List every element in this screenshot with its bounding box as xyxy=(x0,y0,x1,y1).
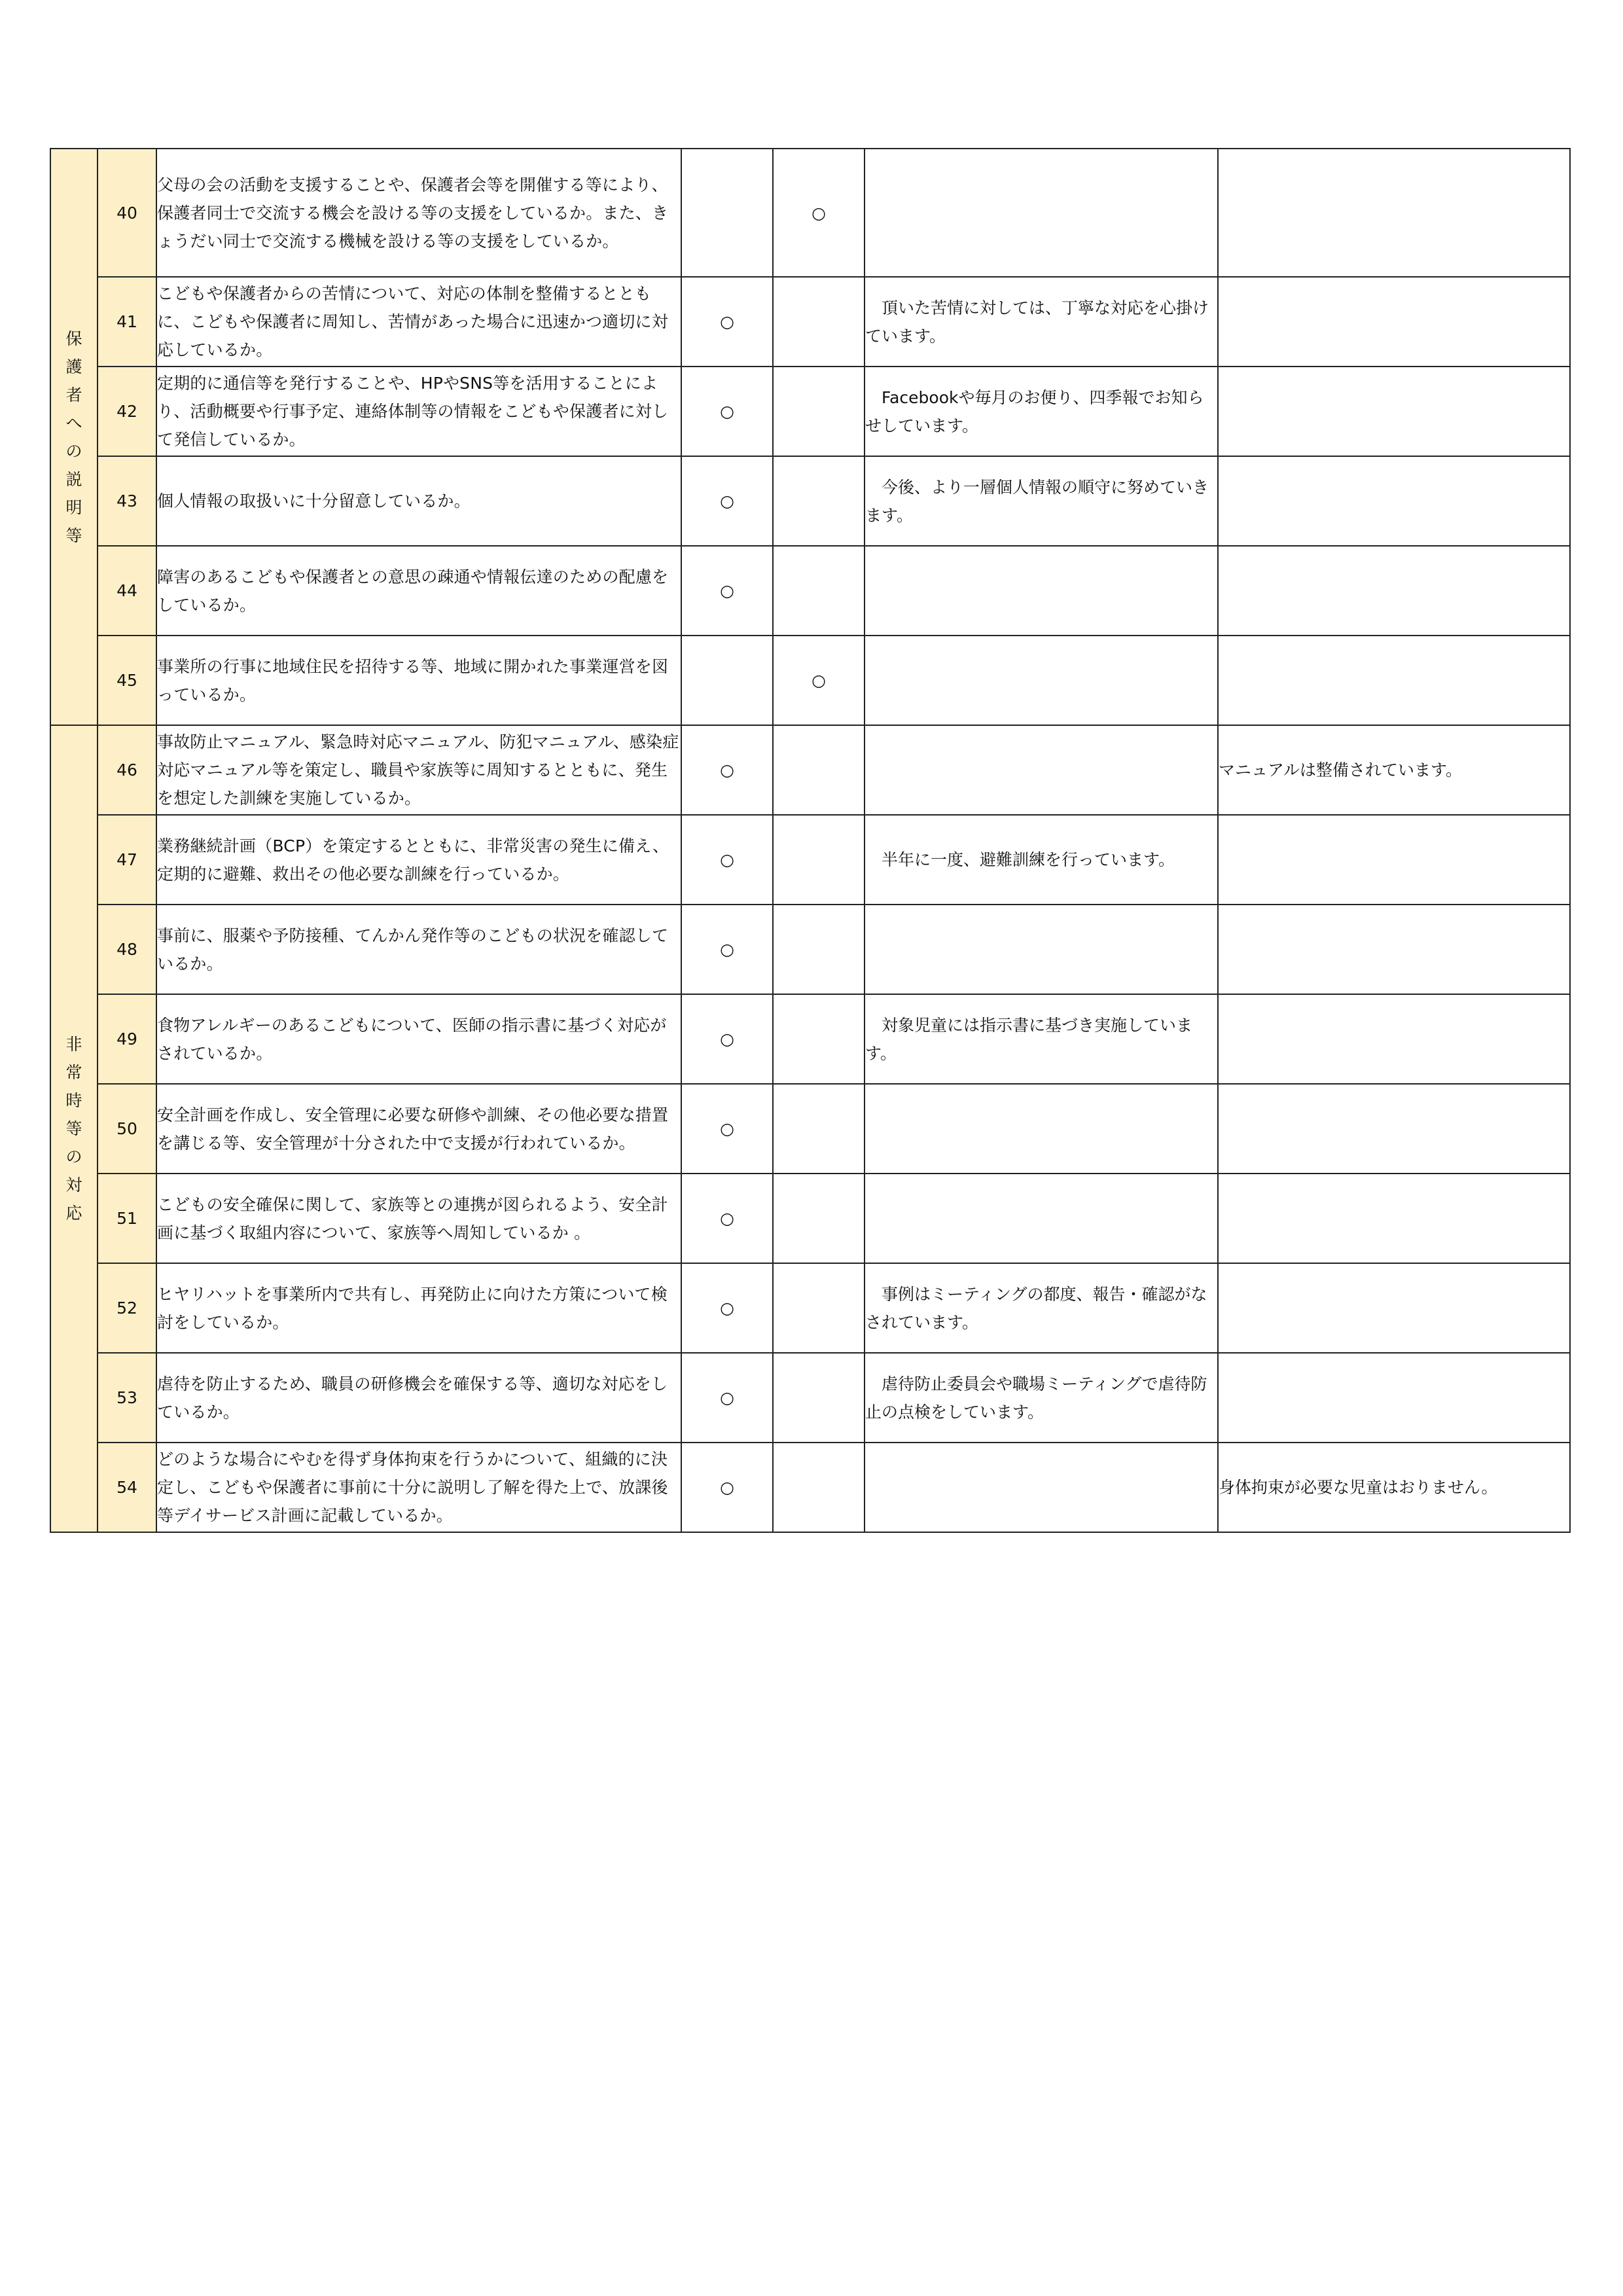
yes-mark xyxy=(681,149,773,277)
improvement-note xyxy=(865,905,1218,994)
remarks-note: マニュアルは整備されています。 xyxy=(1218,725,1570,815)
item-number: 51 xyxy=(98,1174,156,1263)
table-row xyxy=(50,1353,1570,1443)
no-mark xyxy=(773,546,865,636)
yes-mark: ○ xyxy=(681,1084,773,1174)
yes-mark: ○ xyxy=(681,994,773,1084)
improvement-note xyxy=(865,725,1218,815)
improvement-note xyxy=(865,1443,1218,1532)
item-number: 52 xyxy=(98,1263,156,1353)
improvement-note: 半年に一度、避難訓練を行っています。 xyxy=(865,815,1218,905)
item-question: 障害のあるこどもや保護者との意思の疎通や情報伝達のための配慮をしているか。 xyxy=(156,546,681,636)
yes-mark: ○ xyxy=(681,725,773,815)
improvement-note: 頂いた苦情に対しては、丁寧な対応を心掛けています。 xyxy=(865,277,1218,367)
yes-mark: ○ xyxy=(681,1353,773,1443)
improvement-note xyxy=(865,149,1218,277)
remarks-note xyxy=(1218,277,1570,367)
item-number: 45 xyxy=(98,636,156,725)
category-cell-emergency-response xyxy=(50,725,98,1532)
table-row xyxy=(50,636,1570,725)
improvement-note: 虐待防止委員会や職場ミーティングで虐待防止の点検をしています。 xyxy=(865,1353,1218,1443)
category-label: 保 護 者 へ の 説 明 等 xyxy=(65,329,82,545)
no-mark xyxy=(773,1263,865,1353)
remarks-note xyxy=(1218,1084,1570,1174)
table-row xyxy=(50,1443,1570,1532)
table-row xyxy=(50,1084,1570,1174)
remarks-note xyxy=(1218,1353,1570,1443)
item-question: 父母の会の活動を支援することや、保護者会等を開催する等により、保護者同士で交流する機会を設ける等の支援をしているか。また、きょうだい同士で交流する機械を設ける等の支援をしているか。 xyxy=(156,149,681,277)
remarks-note xyxy=(1218,456,1570,546)
no-mark xyxy=(773,1084,865,1174)
item-number: 54 xyxy=(98,1443,156,1532)
remarks-note xyxy=(1218,546,1570,636)
improvement-note xyxy=(865,1174,1218,1263)
remarks-note: 身体拘束が必要な児童はおりません。 xyxy=(1218,1443,1570,1532)
yes-mark: ○ xyxy=(681,1174,773,1263)
remarks-note xyxy=(1218,1174,1570,1263)
no-mark xyxy=(773,815,865,905)
table-row xyxy=(50,815,1570,905)
improvement-note: Facebookや毎月のお便り、四季報でお知らせしています。 xyxy=(865,367,1218,456)
category-cell-guardian-explanation xyxy=(50,149,98,725)
remarks-note xyxy=(1218,815,1570,905)
improvement-note: 今後、より一層個人情報の順守に努めていきます。 xyxy=(865,456,1218,546)
remarks-note xyxy=(1218,994,1570,1084)
improvement-note xyxy=(865,1084,1218,1174)
item-question: 定期的に通信等を発行することや、HPやSNS等を活用することにより、活動概要や行事予定、連絡体制等の情報をこどもや保護者に対して発信しているか。 xyxy=(156,367,681,456)
item-number: 48 xyxy=(98,905,156,994)
item-number: 40 xyxy=(98,149,156,277)
item-question: 虐待を防止するため、職員の研修機会を確保する等、適切な対応をしているか。 xyxy=(156,1353,681,1443)
item-question: 個人情報の取扱いに十分留意しているか。 xyxy=(156,456,681,546)
table-row xyxy=(50,725,1570,815)
item-question: ヒヤリハットを事業所内で共有し、再発防止に向けた方策について検討をしているか。 xyxy=(156,1263,681,1353)
yes-mark xyxy=(681,636,773,725)
no-mark xyxy=(773,367,865,456)
no-mark xyxy=(773,994,865,1084)
yes-mark: ○ xyxy=(681,546,773,636)
item-question: こどもの安全確保に関して、家族等との連携が図られるよう、安全計画に基づく取組内容について、家族等へ周知しているか 。 xyxy=(156,1174,681,1263)
yes-mark: ○ xyxy=(681,456,773,546)
table-row xyxy=(50,994,1570,1084)
no-mark xyxy=(773,1174,865,1263)
remarks-note xyxy=(1218,367,1570,456)
no-mark xyxy=(773,905,865,994)
table-row xyxy=(50,546,1570,636)
no-mark xyxy=(773,277,865,367)
table-row xyxy=(50,905,1570,994)
yes-mark: ○ xyxy=(681,905,773,994)
item-number: 44 xyxy=(98,546,156,636)
improvement-note: 対象児童には指示書に基づき実施しています。 xyxy=(865,994,1218,1084)
item-number: 49 xyxy=(98,994,156,1084)
item-number: 43 xyxy=(98,456,156,546)
item-question: 事業所の行事に地域住民を招待する等、地域に開かれた事業運営を図っているか。 xyxy=(156,636,681,725)
table-row xyxy=(50,1263,1570,1353)
yes-mark: ○ xyxy=(681,815,773,905)
table-row xyxy=(50,1174,1570,1263)
no-mark: ○ xyxy=(773,149,865,277)
item-number: 50 xyxy=(98,1084,156,1174)
item-question: こどもや保護者からの苦情について、対応の体制を整備するとともに、こどもや保護者に周知し、苦情があった場合に迅速かつ適切に対応しているか。 xyxy=(156,277,681,367)
item-question: 食物アレルギーのあるこどもについて、医師の指示書に基づく対応がされているか。 xyxy=(156,994,681,1084)
item-number: 47 xyxy=(98,815,156,905)
remarks-note xyxy=(1218,149,1570,277)
evaluation-table xyxy=(50,148,1571,1533)
category-label: 非 常 時 等 の 対 応 xyxy=(65,1035,82,1223)
no-mark xyxy=(773,456,865,546)
item-question: 安全計画を作成し、安全管理に必要な研修や訓練、その他必要な措置を講じる等、安全管理が十分された中で支援が行われているか。 xyxy=(156,1084,681,1174)
yes-mark: ○ xyxy=(681,277,773,367)
no-mark: ○ xyxy=(773,636,865,725)
table-row xyxy=(50,367,1570,456)
item-question: どのような場合にやむを得ず身体拘束を行うかについて、組織的に決定し、こどもや保護者に事前に十分に説明し了解を得た上で、放課後等デイサービス計画に記載しているか。 xyxy=(156,1443,681,1532)
remarks-note xyxy=(1218,636,1570,725)
item-question: 事前に、服薬や予防接種、てんかん発作等のこどもの状況を確認しているか。 xyxy=(156,905,681,994)
yes-mark: ○ xyxy=(681,1263,773,1353)
item-number: 46 xyxy=(98,725,156,815)
item-number: 41 xyxy=(98,277,156,367)
remarks-note xyxy=(1218,1263,1570,1353)
improvement-note xyxy=(865,636,1218,725)
table-row xyxy=(50,149,1570,277)
no-mark xyxy=(773,1443,865,1532)
improvement-note: 事例はミーティングの都度、報告・確認がなされています。 xyxy=(865,1263,1218,1353)
item-number: 42 xyxy=(98,367,156,456)
no-mark xyxy=(773,725,865,815)
no-mark xyxy=(773,1353,865,1443)
remarks-note xyxy=(1218,905,1570,994)
improvement-note xyxy=(865,546,1218,636)
item-number: 53 xyxy=(98,1353,156,1443)
item-question: 事故防止マニュアル、緊急時対応マニュアル、防犯マニュアル、感染症対応マニュアル等を策定し、職員や家族等に周知するとともに、発生を想定した訓練を実施しているか。 xyxy=(156,725,681,815)
table-row xyxy=(50,277,1570,367)
yes-mark: ○ xyxy=(681,367,773,456)
yes-mark: ○ xyxy=(681,1443,773,1532)
item-question: 業務継続計画（BCP）を策定するとともに、非常災害の発生に備え、定期的に避難、救出その他必要な訓練を行っているか。 xyxy=(156,815,681,905)
table-row xyxy=(50,456,1570,546)
